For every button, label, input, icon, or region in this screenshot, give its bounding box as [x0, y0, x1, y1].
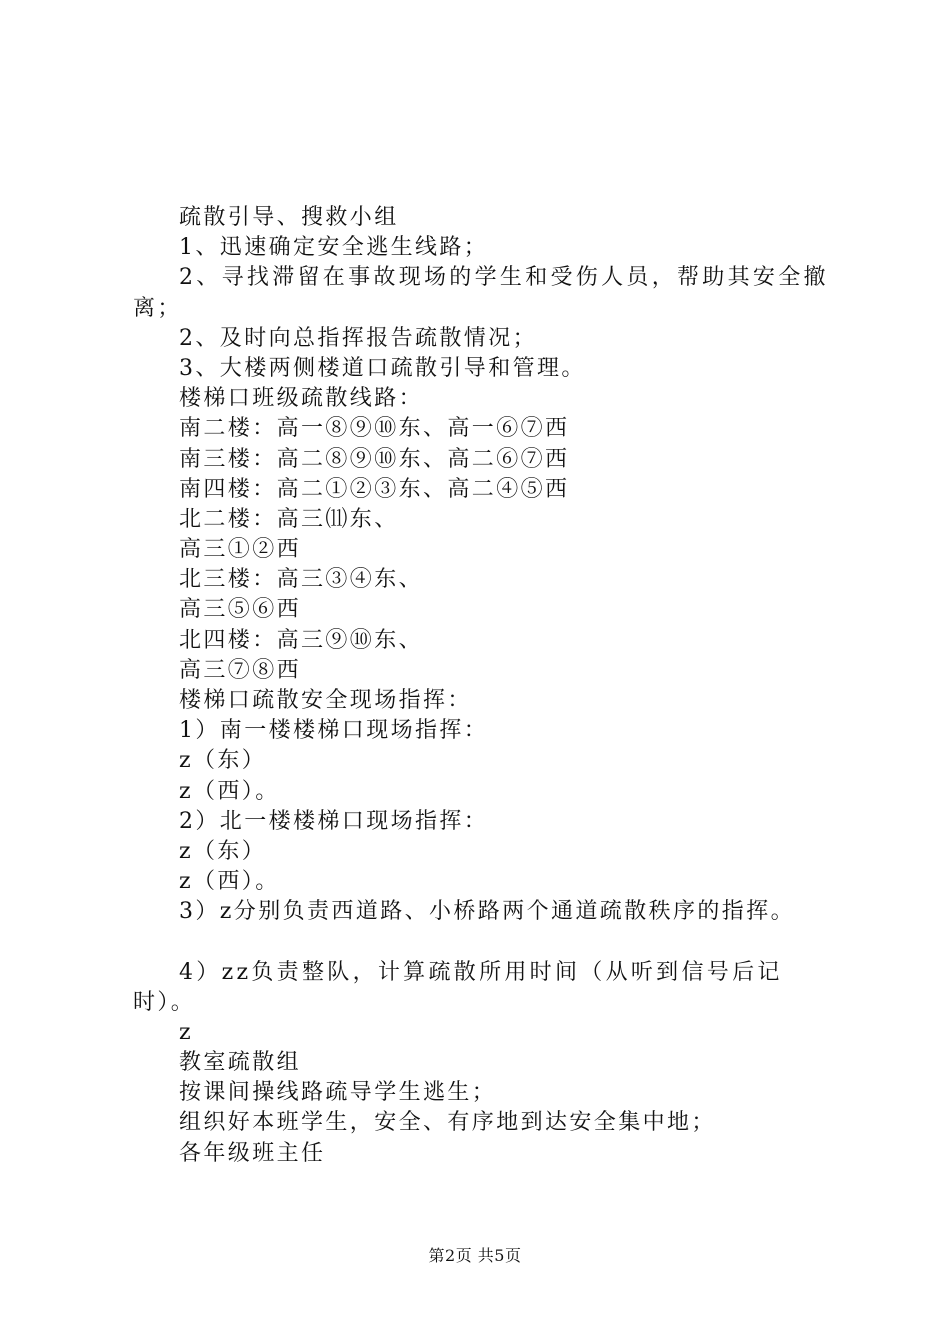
duty-item-continuation: 离； [133, 295, 182, 321]
duty-item: 2、寻找滞留在事故现场的学生和受伤人员，帮助其安全撤 [179, 265, 829, 291]
route-line: 高三⑤⑥西 [179, 597, 302, 623]
command-item: z（西）。 [179, 778, 280, 804]
section-heading-classroom: 教室疏散组 [179, 1050, 302, 1076]
route-line: 北四楼：高三⑨⑩东、 [179, 627, 424, 653]
command-item-continuation: 时）。 [133, 989, 196, 1015]
route-line: 南二楼：高一⑧⑨⑩东、高一⑥⑦西 [179, 416, 570, 442]
document-body [133, 203, 833, 1169]
command-item: 4）zz负责整队，计算疏散所用时间（从听到信号后记 [179, 959, 783, 985]
command-item: z（东） [179, 748, 267, 774]
classroom-item: 按课间操线路疏导学生逃生； [179, 1080, 497, 1106]
duty-item: 2、及时向总指挥报告疏散情况； [179, 325, 537, 351]
command-item: 1）南一楼楼梯口现场指挥： [179, 718, 489, 744]
classroom-item: 各年级班主任 [179, 1140, 326, 1166]
duty-item: 1、迅速确定安全逃生线路； [179, 235, 489, 261]
command-item: 2）北一楼楼梯口现场指挥： [179, 808, 489, 834]
route-line: 高三⑦⑧西 [179, 657, 302, 683]
section-heading-stair-command: 楼梯口疏散安全现场指挥： [179, 688, 472, 713]
route-line: 北二楼：高三⑾东、 [179, 506, 399, 532]
classroom-item: 组织好本班学生，安全、有序地到达安全集中地； [179, 1110, 716, 1136]
duty-item: 3、大楼两侧楼道口疏散引导和管理。 [179, 355, 586, 381]
command-item: z（东） [179, 838, 267, 864]
command-item: 3）z分别负责西道路、小桥路两个通道疏散秩序的指挥。 [179, 899, 795, 925]
section-heading-stair-routes: 楼梯口班级疏散线路： [179, 386, 424, 412]
paragraph-gap [133, 928, 833, 958]
route-line: 南四楼：高二①②③东、高二④⑤西 [179, 476, 570, 502]
command-item: z（西）。 [179, 869, 280, 895]
command-item: z [179, 1019, 193, 1045]
page-number-footer: 第2页 共5页 [428, 1246, 522, 1265]
route-line: 南三楼：高二⑧⑨⑩东、高二⑥⑦西 [179, 446, 570, 472]
route-line: 北三楼：高三③④东、 [179, 567, 424, 593]
section-heading-evacuation-guide: 疏散引导、搜救小组 [179, 205, 399, 230]
route-line: 高三①②西 [179, 537, 302, 563]
